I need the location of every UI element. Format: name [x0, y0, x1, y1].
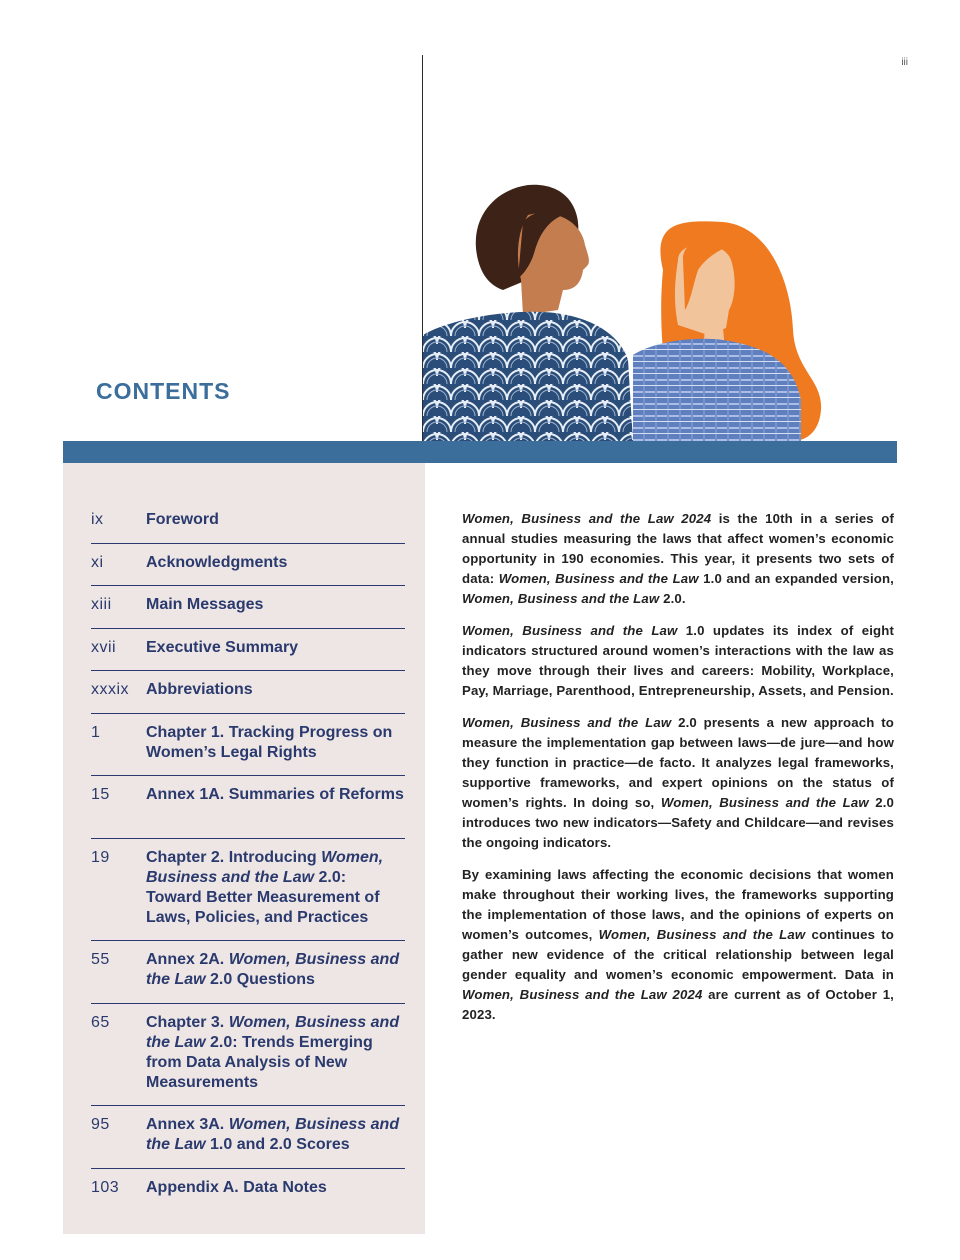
toc-title-segment: Abbreviations — [146, 681, 253, 698]
toc-title — [146, 785, 405, 805]
toc-title — [146, 723, 405, 763]
toc-item[interactable] — [91, 595, 405, 615]
toc-title-segment: Acknowledgments — [146, 554, 288, 571]
intro-text-segment: Women, Business and the Law — [498, 571, 699, 586]
toc-title-segment: Appendix A. Data Notes — [146, 1179, 327, 1196]
intro-text-segment: By examining laws affecting the economic decisions that women make throughout their working lives, the frameworks supporting the implementation of those laws, and the opinions of experts on women’s outcomes, — [462, 867, 894, 942]
toc-page-number: 19 — [91, 849, 110, 866]
toc-page-number: 15 — [91, 786, 110, 803]
intro-text-segment: Women, Business and the Law — [462, 715, 672, 730]
toc-title-segment: Women, Business and the Law — [146, 849, 384, 886]
header-blue-bar — [63, 441, 897, 463]
intro-text-segment: Women, Business and the Law 2024 — [462, 987, 703, 1002]
toc-title-segment: Chapter 1. Tracking Progress on Women’s Legal Rights — [146, 724, 393, 761]
toc-item[interactable] — [91, 510, 405, 530]
intro-text-segment: 2.0 introduces two new indicators—Safety and Childcare—and revises the ongoing indicators. — [462, 795, 894, 850]
toc-title — [146, 1115, 405, 1155]
toc-divider — [91, 628, 405, 629]
toc-item[interactable] — [91, 848, 405, 928]
toc-divider — [91, 940, 405, 941]
table-of-contents — [63, 463, 425, 1234]
toc-divider — [91, 670, 405, 671]
toc-page-number: ix — [91, 511, 104, 528]
toc-title-segment: Annex 1A. Summaries of Reforms — [146, 786, 404, 803]
toc-page-number: 1 — [91, 724, 101, 741]
toc-title-segment: Annex 2A. — [146, 951, 229, 968]
toc-title — [146, 510, 405, 530]
toc-title-segment: Chapter 2. Introducing — [146, 849, 322, 866]
intro-paragraph — [462, 713, 894, 853]
toc-title-segment: Women, Business and the Law — [146, 1116, 400, 1153]
toc-divider — [91, 713, 405, 714]
toc-page-number: 55 — [91, 951, 110, 968]
toc-page-number: xvii — [91, 639, 117, 656]
toc-title-segment: Foreword — [146, 511, 219, 528]
intro-text-segment: 2.0 presents a new approach to measure the implementation gap between laws—de jure—and how they function in practice—de facto. It analyzes legal frameworks, supportive frameworks, and expert opinions on the status of women’s rights. In doing so, — [462, 715, 894, 810]
intro-text-segment: is the 10th in a series of annual studies measuring the laws that affect women’s economic opportunity in 190 economies. This year, it presents two sets of data: — [462, 511, 894, 586]
toc-title-segment: 2.0 Questions — [205, 971, 315, 988]
toc-divider — [91, 838, 405, 839]
toc-divider — [91, 1003, 405, 1004]
contents-heading: CONTENTS — [96, 378, 231, 404]
toc-page-number: xiii — [91, 596, 112, 613]
women-illustration — [423, 160, 897, 441]
toc-title-segment: 1.0 and 2.0 Scores — [205, 1136, 350, 1153]
toc-title-segment: Executive Summary — [146, 639, 299, 656]
toc-title — [146, 1178, 405, 1198]
intro-text-segment: Women, Business and the Law — [462, 623, 678, 638]
toc-item[interactable] — [91, 680, 405, 700]
toc-title-segment: Women, Business and the Law — [146, 951, 400, 988]
toc-page-number: xi — [91, 554, 104, 571]
toc-divider — [91, 1105, 405, 1106]
intro-text-segment: 2.0. — [659, 591, 686, 606]
intro-text-segment: are current as of October 1, 2023. — [462, 987, 894, 1022]
woman-left-figure — [423, 185, 633, 441]
intro-text-segment: 1.0 updates its index of eight indicators structured around women’s interactions with the law as they move through their lives and careers: Mobility, Workplace, Pay, Marriage, Parenthood, Entrepreneurship, Assets, and Pension. — [462, 623, 894, 698]
page-number: iii — [901, 57, 908, 68]
toc-item[interactable] — [91, 950, 405, 990]
toc-item[interactable] — [91, 638, 405, 658]
toc-item[interactable] — [91, 1115, 405, 1155]
toc-item[interactable] — [91, 785, 405, 805]
toc-item[interactable] — [91, 723, 405, 763]
intro-text-segment: Women, Business and the Law — [462, 591, 660, 606]
toc-item[interactable] — [91, 553, 405, 573]
toc-page-number: 103 — [91, 1179, 120, 1196]
intro-text-segment: 1.0 and an expanded version, — [698, 571, 894, 586]
toc-title-segment: Annex 3A. — [146, 1116, 229, 1133]
toc-title-segment: Chapter 3. — [146, 1014, 229, 1031]
toc-page-number: 95 — [91, 1116, 110, 1133]
intro-paragraph — [462, 621, 894, 701]
intro-paragraph — [462, 865, 894, 1025]
toc-title-segment: Main Messages — [146, 596, 264, 613]
toc-title-segment: Women, Business and the Law — [146, 1014, 400, 1051]
toc-title — [146, 553, 405, 573]
intro-text-segment: Women, Business and the Law — [660, 795, 869, 810]
toc-title-segment: 2.0: Trends Emerging from Data Analysis of New Measurements — [146, 1034, 373, 1091]
intro-text-segment: Women, Business and the Law — [598, 927, 806, 942]
toc-title-segment: 2.0: Toward Better Measurement of Laws, Policies, and Practices — [146, 869, 380, 926]
toc-title — [146, 680, 405, 700]
intro-text — [462, 509, 894, 1037]
toc-divider — [91, 543, 405, 544]
toc-divider — [91, 1168, 405, 1169]
toc-title — [146, 1013, 405, 1093]
intro-text-segment: Women, Business and the Law 2024 — [462, 511, 712, 526]
toc-divider — [91, 585, 405, 586]
toc-title — [146, 638, 405, 658]
toc-item[interactable] — [91, 1013, 405, 1093]
intro-paragraph — [462, 509, 894, 609]
toc-page-number: 65 — [91, 1014, 110, 1031]
toc-item[interactable] — [91, 1178, 405, 1198]
toc-title — [146, 848, 405, 928]
toc-page-number: xxxix — [91, 681, 130, 698]
toc-title — [146, 595, 405, 615]
toc-divider — [91, 775, 405, 776]
toc-title — [146, 950, 405, 990]
woman-right-figure — [633, 221, 821, 441]
intro-text-segment: continues to gather new evidence of the critical relationship between legal gender equality and women’s economic empowerment. Data in — [462, 927, 895, 982]
